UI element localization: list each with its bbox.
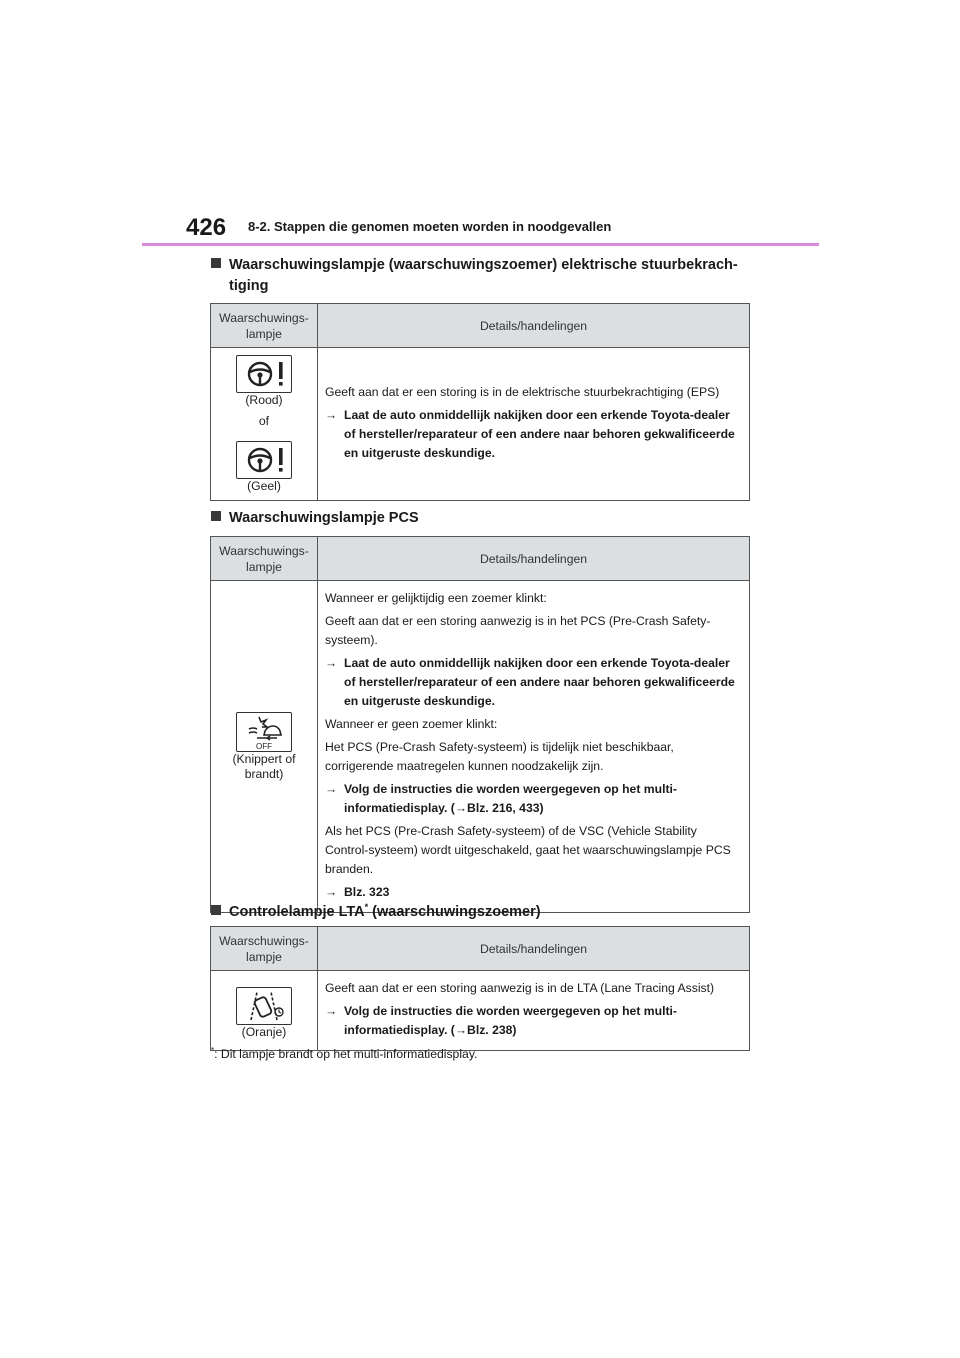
caption-red: (Rood) (245, 392, 283, 407)
arrow-icon: → (325, 1004, 338, 1018)
section-title: 8-2. Stappen die genomen moeten worden in noodgevallen (248, 219, 612, 234)
pcs-off-icon (236, 712, 292, 752)
header-lamp: Waarschuwings- lampje (211, 304, 318, 348)
header-rule (142, 243, 819, 246)
pcs-action-1: → Laat de auto onmiddellijk nakijken door een erkende Toyota-dealer of hersteller/reparateur of een andere naar behoren gekwalificeerde en uitgeruste deskundige. (325, 654, 743, 711)
eps-heading-line2: tiging (229, 278, 269, 294)
pcs-p1: Wanneer er gelijktijdig een zoemer klinkt: (325, 591, 547, 605)
lta-details (318, 971, 750, 1051)
caption-yellow: (Geel) (247, 478, 281, 493)
header-details: Details/handelingen (318, 927, 750, 971)
header-lamp: Waarschuwings- lampje (211, 537, 318, 581)
lta-description: Geeft aan dat er een storing aanwezig is in de LTA (Lane Tracing Assist) (325, 981, 715, 995)
pcs-p3: Wanneer er geen zoemer klinkt: (325, 717, 498, 731)
pcs-p2: Geeft aan dat er een storing aanwezig is in het PCS (Pre-Crash Safety-systeem). (325, 614, 711, 647)
arrow-icon: → (325, 885, 338, 899)
pcs-p5: Als het PCS (Pre-Crash Safety-systeem) of de VSC (Vehicle Stability Control-systeem) wordt uitgeschakeld, gaat het waarschuwingslampje PCS branden. (325, 824, 731, 876)
bullet-square-icon (211, 905, 221, 915)
bullet-square-icon (211, 511, 221, 521)
lta-icon-cell (211, 971, 318, 1051)
header-details: Details/handelingen (318, 304, 750, 348)
steering-warning-yellow-icon (236, 441, 292, 479)
eps-action: → Laat de auto onmiddellijk nakijken door een erkende Toyota-dealer of hersteller/reparateur of een andere naar behoren gekwalificeerde en uitgeruste deskundige. (325, 406, 743, 463)
table-header-row (211, 304, 750, 348)
table-row (211, 971, 750, 1051)
pcs-icon-text: OFF (256, 741, 272, 751)
page-number: 426 (186, 214, 227, 241)
table-row (211, 581, 750, 913)
pcs-heading: Waarschuwingslampje PCS (211, 508, 751, 529)
pcs-caption: (Knippert of brandt) (232, 751, 296, 781)
arrow-icon: → (325, 408, 338, 422)
header-details: Details/handelingen (318, 537, 750, 581)
arrow-icon: → (325, 782, 338, 796)
steering-warning-red-icon (236, 355, 292, 393)
arrow-icon: → (325, 656, 338, 670)
eps-description: Geeft aan dat er een storing is in de elektrische stuurbekrachtiging (EPS) (325, 385, 720, 399)
table-row (211, 348, 750, 501)
page-header (0, 0, 960, 250)
pcs-icon-cell (211, 581, 318, 913)
lta-lane-icon (236, 987, 292, 1025)
lta-table (210, 926, 750, 1051)
lta-action: → Volg de instructies die worden weergegeven op het multi-informatiedisplay. (→Blz. 238) (325, 1002, 743, 1040)
header-lamp: Waarschuwings- lampje (211, 927, 318, 971)
bullet-square-icon (211, 258, 221, 268)
eps-heading (211, 255, 751, 297)
table-header-row (211, 927, 750, 971)
footnote: *: Dit lampje brandt op het multi-informatiedisplay. (211, 1046, 478, 1062)
pcs-p4: Het PCS (Pre-Crash Safety-systeem) is tijdelijk niet beschikbaar, corrigerende maatregelen kunnen noodzakelijk zijn. (325, 740, 674, 773)
caption-or: of (258, 413, 270, 428)
eps-heading-line1: Waarschuwingslampje (waarschuwingszoemer) elektrische stuurbekrach- (229, 257, 738, 273)
eps-table (210, 303, 750, 501)
pcs-details (318, 581, 750, 913)
pcs-table (210, 536, 750, 913)
pcs-action-2: → Volg de instructies die worden weergegeven op het multi-informatiedisplay. (→Blz. 216, 433) (325, 780, 743, 818)
eps-details (318, 348, 750, 501)
lta-heading: Controlelampje LTA* (waarschuwingszoemer) (211, 897, 751, 923)
eps-icon-cell (211, 348, 318, 501)
pcs-action-3: → Blz. 323 (325, 883, 743, 902)
table-header-row (211, 537, 750, 581)
lta-caption: (Oranje) (241, 1025, 287, 1039)
